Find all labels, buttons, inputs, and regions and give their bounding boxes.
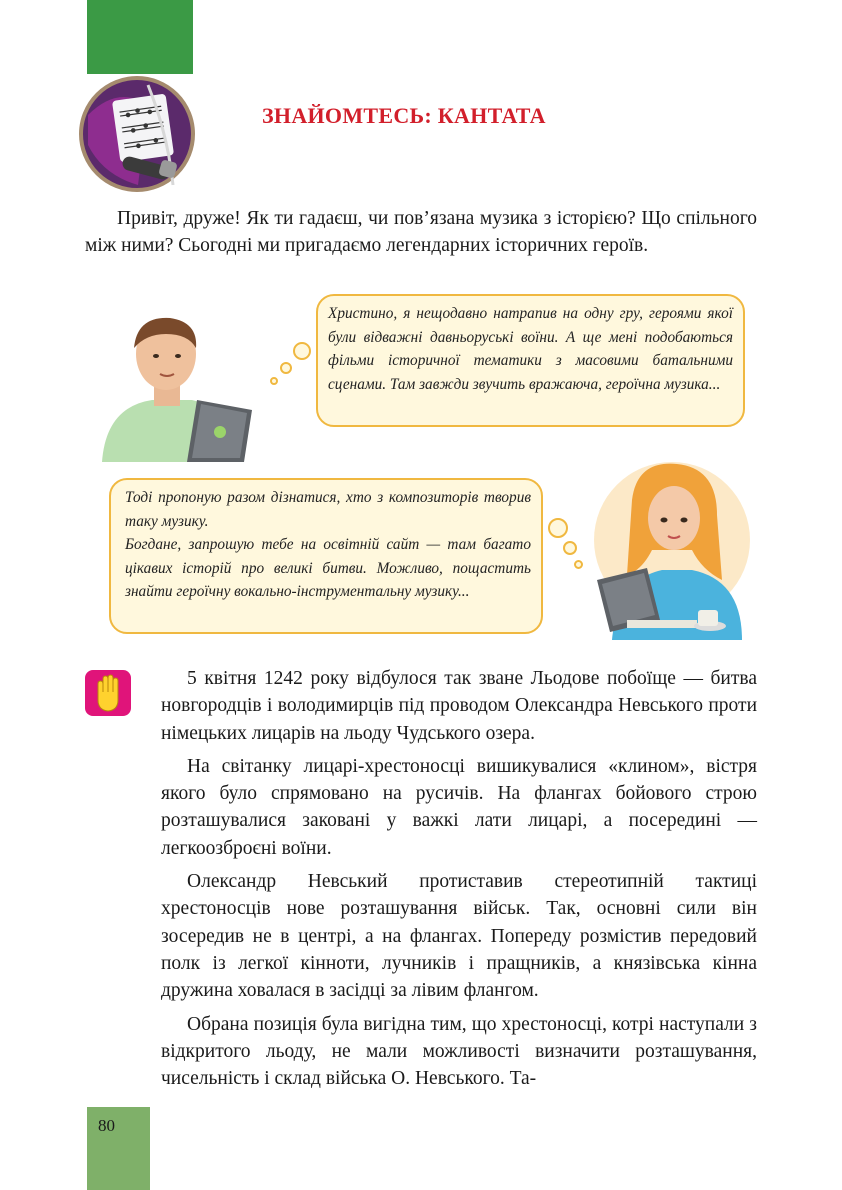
boy-speech-bubble [316,294,745,427]
main-article [161,665,757,1098]
girl-speech-bubble [109,478,543,634]
thought-dot-large [293,342,311,360]
thought-dot-large-2 [548,518,568,538]
music-sheet-microphone-icon [78,75,196,193]
boy-speech-text: Христино, я нещодавно натрапив на одну гру, героями якої були відважні давньоруські воїни. А ще мені подобаються фільми історичної тематики з масовими батальними сценами. Там завжди звучить вражаюча, героїчна музика... [328,305,733,393]
boy-with-laptop-illustration [92,312,262,462]
bottom-green-tab [87,1107,150,1190]
thought-dot-small [270,377,278,385]
section-title: ЗНАЙОМТЕСЬ: КАНТАТА [262,103,546,128]
girl-with-laptop-illustration [592,460,752,640]
thought-dot-small-2 [574,560,583,569]
intro-paragraph: Привіт, друже! Як ти гадаєш, чи пов’язана музика з історією? Що спільного між ними? Сьогодні ми пригадаємо легендарних історичних героїв. [85,208,757,256]
thought-dot-medium-2 [563,541,577,555]
paragraph-4: Обрана позиція була вигідна тим, що хрестоносці, котрі наступали з відкритого льоду, не мали можливості визначити розташування, чисельність і склад війська О. Невського. Та- [161,1013,757,1090]
thought-dot-medium [280,362,292,374]
page-number: 80 [98,1116,115,1135]
girl-speech-line-1: Тоді пропоную разом дізнатися, хто з композиторів творив таку музику. [125,489,531,530]
paragraph-2: На світанку лицарі-хрестоносці вишикувалися «клином», вістря якого було спрямовано на русичів. На флангах бойового строю розташувалися заковані у важкі лати лицарі, а посередині — легкоозброєні воїни. [161,755,757,859]
paragraph-1: 5 квітня 1242 року відбулося так зване Льодове побоїще — битва новгородців і володимирців під проводом Олександра Невського проти німецьких лицарів на льоду Чудського озера. [161,668,757,744]
stop-hand-icon [85,670,131,716]
girl-speech-line-2: Богдане, запрошую тебе на освітній сайт — там багато цікавих історій про великі битви. Можливо, пощастить знайти героїчну вокально-інструментальну музику... [125,536,531,601]
paragraph-3: Олександр Невський протиставив стереотипній тактиці хрестоносців нове розташування військ. Так, основні сили він зосередив не в центрі, а на флангах. Попереду розмістив передовий полк із легкої кінноти, лучників і пращників, а князівська кінна дружина ховалася в засідці за лівим флангом. [161,871,757,1002]
top-green-tab [87,0,193,74]
